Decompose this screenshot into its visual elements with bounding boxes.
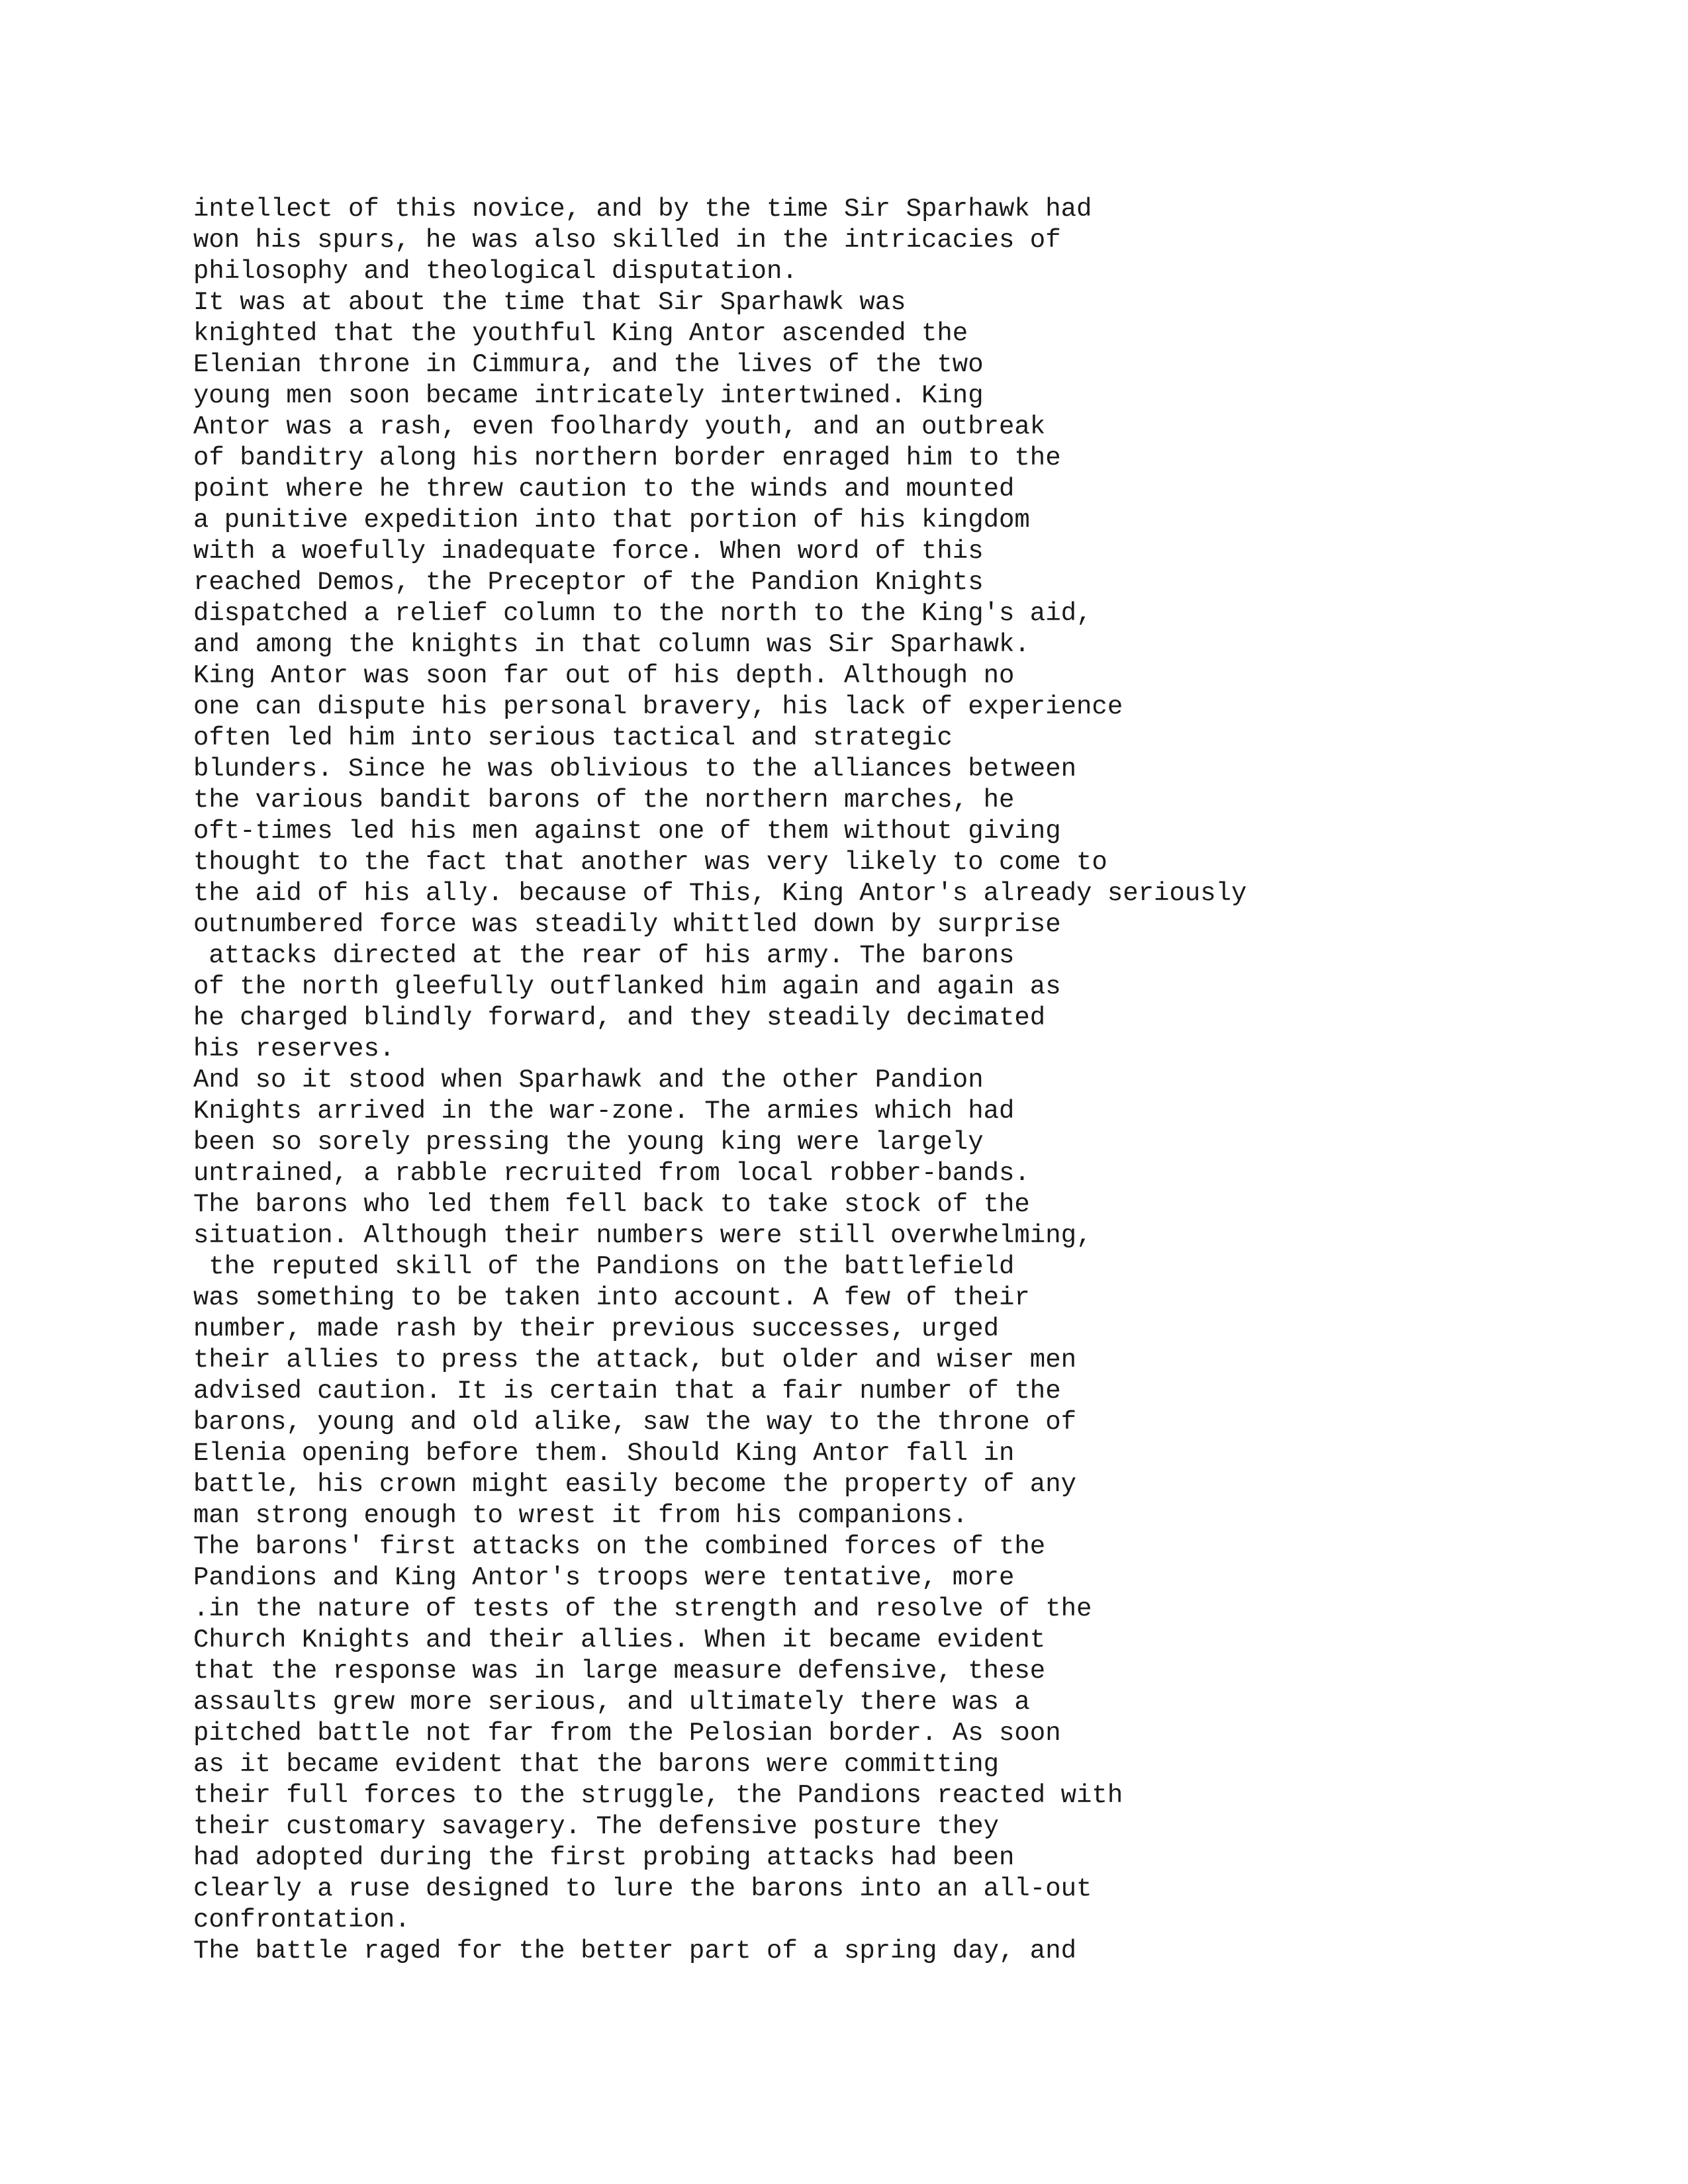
- text-line: was something to be taken into account. A few of their: [193, 1283, 1030, 1312]
- text-line: and among the knights in that column was Sir Sparhawk.: [193, 630, 1030, 659]
- text-line: battle, his crown might easily become the property of any: [193, 1470, 1077, 1499]
- text-line: he charged blindly forward, and they steadily decimated: [193, 1003, 1046, 1032]
- text-line: reached Demos, the Preceptor of the Pandion Knights: [193, 568, 984, 597]
- text-line: point where he threw caution to the winds and mounted: [193, 475, 1015, 504]
- text-line: blunders. Since he was oblivious to the alliances between: [193, 754, 1077, 784]
- text-line: intellect of this novice, and by the time Sir Sparhawk had: [193, 195, 1092, 224]
- text-line: as it became evident that the barons were committing: [193, 1750, 999, 1779]
- text-line: dispatched a relief column to the north to the King's aid,: [193, 599, 1092, 628]
- text-line: their allies to press the attack, but older and wiser men: [193, 1345, 1077, 1375]
- text-line: The battle raged for the better part of a spring day, and: [193, 1936, 1077, 1966]
- text-line: The barons' first attacks on the combined forces of the: [193, 1532, 1046, 1561]
- text-line: .in the nature of tests of the strength and resolve of the: [193, 1594, 1092, 1623]
- text-line: clearly a ruse designed to lure the barons into an all-out: [193, 1874, 1092, 1903]
- text-line: It was at about the time that Sir Sparhawk was: [193, 288, 906, 317]
- text-line: The barons who led them fell back to take stock of the: [193, 1190, 1030, 1219]
- text-line: the reputed skill of the Pandions on the battlefield: [193, 1252, 1015, 1281]
- text-line: his reserves.: [193, 1034, 395, 1064]
- text-line: thought to the fact that another was very likely to come to: [193, 848, 1107, 877]
- text-line: King Antor was soon far out of his depth. Although no: [193, 661, 1015, 690]
- text-line: that the response was in large measure defensive, these: [193, 1657, 1046, 1686]
- text-line: a punitive expedition into that portion of his kingdom: [193, 506, 1030, 535]
- text-line: oft-times led his men against one of them without giving: [193, 817, 1061, 846]
- text-line: one can dispute his personal bravery, his lack of experience: [193, 692, 1123, 721]
- text-line: situation. Although their numbers were still overwhelming,: [193, 1221, 1092, 1250]
- text-line: their customary savagery. The defensive posture they: [193, 1812, 999, 1841]
- text-line: Elenian throne in Cimmura, and the lives of the two: [193, 350, 984, 379]
- text-line: their full forces to the struggle, the Pandions reacted with: [193, 1781, 1123, 1810]
- text-line: knighted that the youthful King Antor ascended the: [193, 319, 968, 348]
- text-line: number, made rash by their previous successes, urged: [193, 1314, 999, 1343]
- text-line: And so it stood when Sparhawk and the other Pandion: [193, 1066, 984, 1095]
- text-line: Church Knights and their allies. When it became evident: [193, 1625, 1046, 1655]
- text-line: attacks directed at the rear of his army. The barons: [193, 941, 1015, 970]
- text-line: had adopted during the first probing attacks had been: [193, 1843, 1015, 1872]
- text-line: man strong enough to wrest it from his companions.: [193, 1501, 968, 1530]
- text-line: the various bandit barons of the northern marches, he: [193, 786, 1015, 815]
- text-line: assaults grew more serious, and ultimately there was a: [193, 1688, 1030, 1717]
- text-line: philosophy and theological disputation.: [193, 257, 798, 286]
- text-line: untrained, a rabble recruited from local robber-bands.: [193, 1159, 1030, 1188]
- text-line: confrontation.: [193, 1905, 410, 1934]
- text-line: young men soon became intricately intertwined. King: [193, 381, 984, 410]
- text-line: won his spurs, he was also skilled in the intricacies of: [193, 226, 1061, 255]
- text-line: with a woefully inadequate force. When word of this: [193, 537, 984, 566]
- text-line: Pandions and King Antor's troops were tentative, more: [193, 1563, 1015, 1592]
- text-line: Antor was a rash, even foolhardy youth, and an outbreak: [193, 412, 1046, 441]
- text-line: advised caution. It is certain that a fair number of the: [193, 1377, 1061, 1406]
- text-line: of the north gleefully outflanked him again and again as: [193, 972, 1061, 1001]
- text-line: barons, young and old alike, saw the way to the throne of: [193, 1408, 1077, 1437]
- text-line: pitched battle not far from the Pelosian border. As soon: [193, 1719, 1061, 1748]
- text-line: outnumbered force was steadily whittled down by surprise: [193, 910, 1061, 939]
- text-line: the aid of his ally. because of This, King Antor's already seriously: [193, 879, 1247, 908]
- text-line: of banditry along his northern border enraged him to the: [193, 443, 1061, 473]
- text-line: Knights arrived in the war-zone. The armies which had: [193, 1097, 1015, 1126]
- text-line: Elenia opening before them. Should King Antor fall in: [193, 1439, 1015, 1468]
- body-text: [193, 194, 1650, 1967]
- text-line: often led him into serious tactical and strategic: [193, 723, 953, 752]
- text-line: been so sorely pressing the young king were largely: [193, 1128, 984, 1157]
